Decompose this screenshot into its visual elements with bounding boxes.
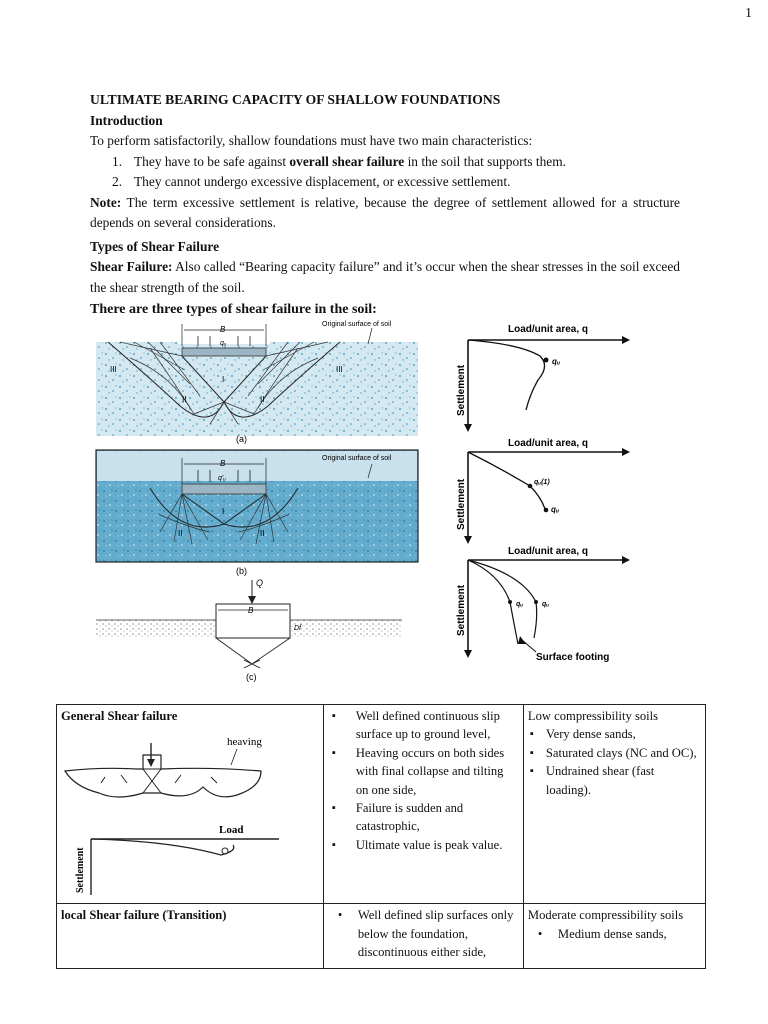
load-settlement-curve-b [456,438,630,544]
label-a: (a) [236,434,247,444]
heaving-label: heaving [227,736,262,749]
shear-failure-paragraph: Shear Failure: Also called “Bearing capacity failure” and it’s occur when the shear stresses in the soil exceed the shear strength of the soil. [90,259,681,295]
table-row [57,705,706,904]
list-item: • Well defined slip surfaces only below the foundation, discontinuous either side, [358,906,519,961]
list-item: 2. They cannot undergo excessive displacement, or excessive settlement. [112,174,511,189]
note-paragraph: Note: The term excessive settlement is relative, because the degree of settlement allowed for a structure depends on several considerations. [90,194,680,230]
characteristics-list [90,152,680,193]
svg-text:qᵤ: qᵤ [551,505,560,514]
table-row [57,904,706,968]
page-number: 1 [745,6,752,21]
svg-text:Original surface of soil: Original surface of soil [322,455,392,462]
diagram-c [96,578,402,682]
load-settlement-curve-c [456,546,630,663]
cell-failure-type: General Shear failure heaving Load Settlement [57,705,324,904]
svg-text:qᵤ: qᵤ [220,340,227,347]
list-item: ▪ Saturated clays (NC and OC), [546,744,701,762]
intro-text: To perform satisfactorily, shallow foundations must have two main characteristics: [90,133,533,148]
svg-text:Settlement: Settlement [456,364,467,416]
svg-text:qᵤ: qᵤ [552,357,561,366]
types-heading: Types of Shear Failure [90,238,220,254]
svg-text:II: II [178,529,183,538]
svg-text:B: B [220,459,226,468]
list-item: ▪ Failure is sudden and catastrophic, [356,799,519,836]
svg-text:qᵤ(1): qᵤ(1) [534,479,550,486]
cell-soils: Moderate compressibility soils • Medium dense sands, [523,904,705,968]
svg-text:qᵤ: qᵤ [516,601,524,608]
svg-text:Settlement: Settlement [456,584,467,636]
zone-II-right: II [260,395,265,404]
document-body [90,90,680,321]
intro-heading: Introduction [90,112,163,128]
load-label: Load [219,824,244,837]
svg-text:Settlement: Settlement [456,478,467,530]
svg-text:Load/unit area, q: Load/unit area, q [508,324,589,335]
list-item: ▪ Well defined continuous slip surface up to ground level, [356,707,519,744]
svg-text:II: II [260,529,265,538]
original-surface-label: Original surface of soil [322,321,392,328]
three-types-heading: There are three types of shear failure in the soil: [90,302,377,317]
diagram-a [96,321,418,444]
svg-text:q′ᵤ: q′ᵤ [218,475,226,482]
label-c: (c) [246,672,257,682]
svg-text:B: B [248,606,254,615]
svg-text:Df: Df [294,625,301,632]
list-item: ▪ Ultimate value is peak value. [356,836,519,854]
cell-failure-type: local Shear failure (Transition) [57,904,324,968]
document-title: ULTIMATE BEARING CAPACITY OF SHALLOW FOUNDATIONS [90,92,501,107]
general-shear-mini-figure [61,727,301,897]
svg-text:B: B [220,325,226,334]
zone-II-left: II [182,395,187,404]
shear-failure-table [56,704,706,969]
svg-text:Load/unit area, q: Load/unit area, q [508,438,589,449]
surface-footing-label: Surface footing [536,652,610,663]
svg-text:Load/unit area, q: Load/unit area, q [508,546,589,557]
svg-text:I: I [222,507,225,516]
zone-I: I [222,375,225,384]
diagram-b [96,450,418,576]
list-item: • Medium dense sands, [558,925,701,943]
list-item: 1. They have to be safe against overall shear failure in the soil that supports them. [112,153,567,169]
zone-III-left: III [110,365,117,374]
cell-soils: Low compressibility soils ▪ Very dense sands, ▪ Saturated clays (NC and OC), ▪ Undrained shear (fast loading). [523,705,705,904]
load-settlement-curve-a [456,324,630,432]
settlement-label: Settlement [75,847,86,894]
svg-text:qᵤ: qᵤ [542,601,550,608]
list-item: ▪ Heaving occurs on both sides with final collapse and tilting on one side, [356,744,519,799]
cell-features [323,705,523,904]
cell-features [323,904,523,968]
svg-text:Q: Q [256,578,264,588]
shear-failure-figure [90,318,650,688]
zone-III-right: III [336,365,343,374]
list-item: ▪ Undrained shear (fast loading). [546,762,701,799]
list-item: ▪ Very dense sands, [546,725,701,743]
label-b: (b) [236,566,247,576]
